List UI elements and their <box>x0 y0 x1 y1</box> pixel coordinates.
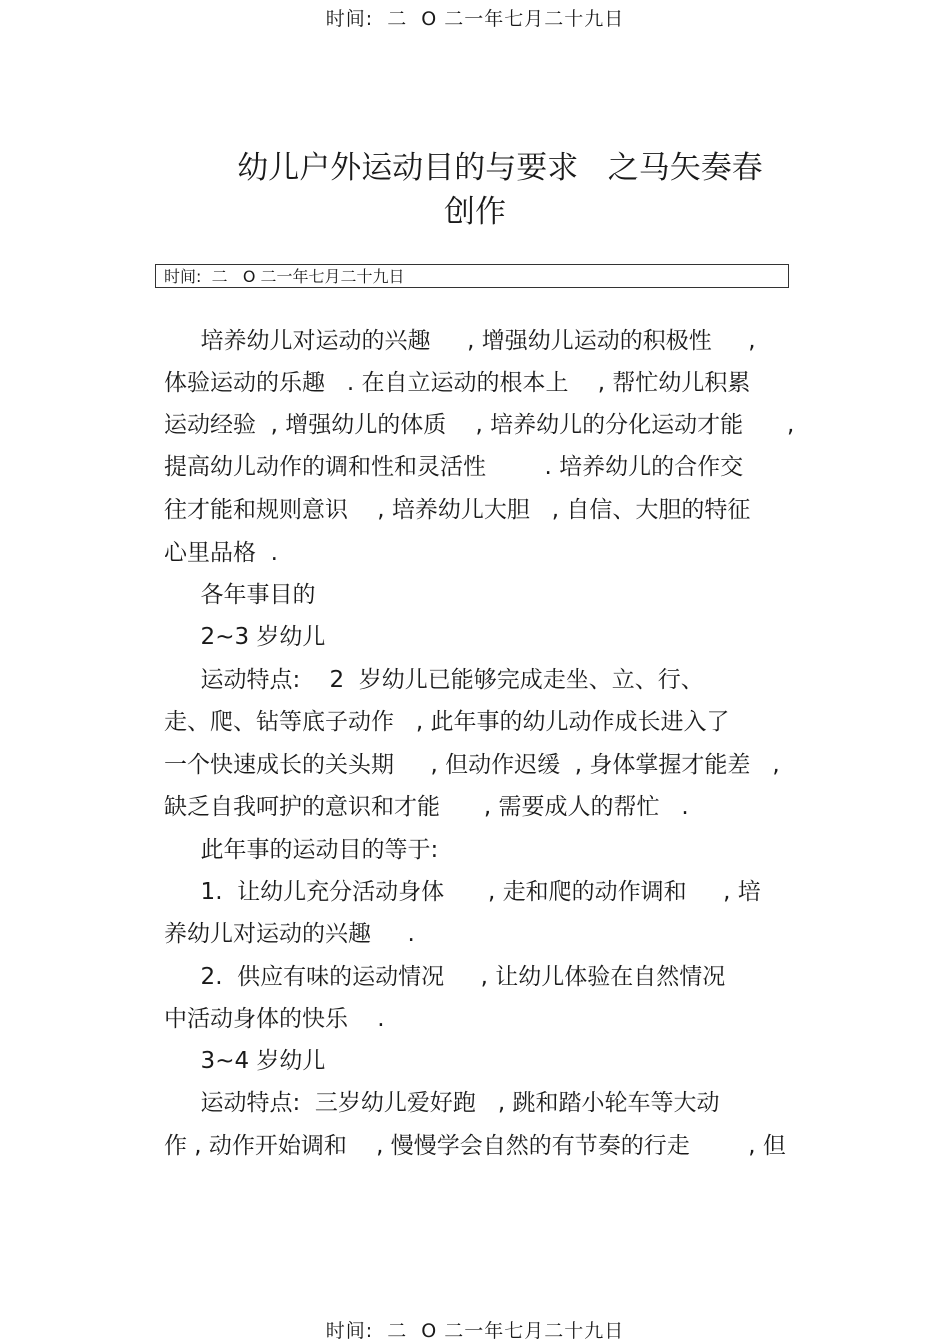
body-line: 运动特点: 三岁幼儿爱好跑 , 跳和踏小轮车等大动 <box>164 1090 720 1116</box>
section-heading: 各年事目的 <box>164 582 316 608</box>
body-line: 往才能和规则意识 , 培养幼儿大胆 , 自信、大胆的特征 <box>164 497 751 523</box>
age-group-heading: 3~4 岁幼儿 <box>164 1048 326 1074</box>
list-item: 1. 让幼儿充分活动身体 , 走和爬的动作调和 , 培 <box>164 879 761 905</box>
body-line: 体验运动的乐趣 . 在自立运动的根本上 , 帮忙幼儿积累 <box>164 370 751 396</box>
body-line: 养幼儿对运动的兴趣 . <box>164 921 415 947</box>
running-header: 时间: 二 O 二一年七月二十九日 <box>325 8 625 30</box>
list-item: 2. 供应有味的运动情况 , 让幼儿体验在自然情况 <box>164 964 726 990</box>
body-line: 运动特点: 2 岁幼儿已能够完成走坐、立、行、 <box>164 667 704 693</box>
document-title: 幼儿户外运动目的与要求 之马矢奏春 <box>237 150 763 186</box>
body-line: 中活动身体的快乐 . <box>164 1006 385 1032</box>
body-line: 运动经验 , 增强幼儿的体质 , 培养幼儿的分化运动才能 , <box>164 412 795 438</box>
body-line: 培养幼儿对运动的兴趣 , 增强幼儿运动的积极性 , <box>164 328 756 354</box>
age-group-heading: 2~3 岁幼儿 <box>164 624 326 650</box>
body-line: 此年事的运动目的等于: <box>164 837 439 863</box>
body-line: 走、爬、钻等底子动作 , 此年事的幼儿动作成长进入了 <box>164 709 730 735</box>
body-line: 提高幼儿动作的调和性和灵活性 . 培养幼儿的合作交 <box>164 454 744 480</box>
body-line: 缺乏自我呵护的意识和才能 , 需要成人的帮忙 . <box>164 794 689 820</box>
body-line: 心里品格 . <box>164 540 278 566</box>
date-box: 时间: 二 O 二一年七月二十九日 <box>155 264 789 288</box>
running-footer: 时间: 二 O 二一年七月二十九日 <box>325 1320 625 1342</box>
document-title-continued: 创作 <box>444 194 506 230</box>
body-line: 一个快速成长的关头期 , 但动作迟缓 , 身体掌握才能差 , <box>164 752 780 778</box>
body-line: 作 , 动作开始调和 , 慢慢学会自然的有节奏的行走 , 但 <box>164 1133 786 1159</box>
